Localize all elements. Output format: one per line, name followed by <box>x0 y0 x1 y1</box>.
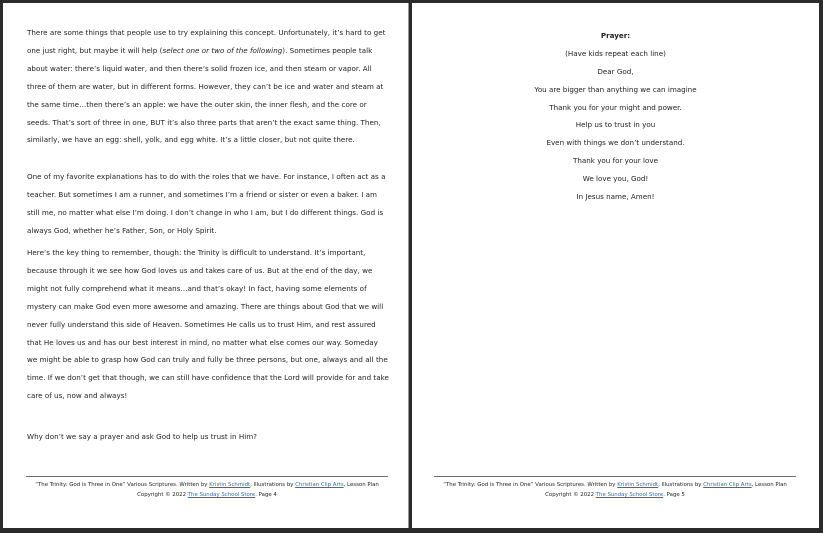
footer-page-number: . Page 4 <box>255 492 277 498</box>
prayer-title: Prayer: <box>600 31 631 40</box>
paragraph-analogies <box>27 24 389 149</box>
prayer-line: Even with things we don’t understand. <box>546 138 685 148</box>
footer-text-2: , Illustrations by <box>658 482 704 488</box>
illustrator-link[interactable]: Christian Clip Arts <box>295 482 344 488</box>
paragraph-analogies-text-a: There are some things that people use to try explaining this concept. Unfortunately, it’s hard to get one just right, but maybe it will help ( <box>27 28 386 55</box>
footer-text-1: “The Trinity: God is Three in One” Various Scriptures. Written by <box>35 482 210 488</box>
store-link[interactable]: The Sunday School Store <box>187 492 256 498</box>
document-page-4 <box>3 3 409 528</box>
footer-text-3: , Lesson Plan Copyright © 2022 <box>137 482 379 498</box>
author-link[interactable]: Kristin Schmidt <box>617 482 659 488</box>
prayer-line: Dear God, <box>597 66 634 76</box>
author-link[interactable]: Kristin Schmidt <box>209 482 251 488</box>
footer-credits <box>26 480 388 500</box>
document-page-5 <box>412 3 819 528</box>
prayer-line: In Jesus name, Amen! <box>576 192 655 202</box>
page-5-footer <box>434 476 796 500</box>
footer-page-number: . Page 5 <box>663 492 685 498</box>
paragraph-key-thing: Here’s the key thing to remember, though: the Trinity is difficult to understand. It’s important, because through it we see how God loves us and takes care of us. But at the end of the day, we might not fully comprehend what it means…and that’s okay! In fact, having some elements of mystery can make God even more awesome and amazing. There are things about God that we will never fully understand this side of Heaven. Sometimes He calls us to trust Him, and rest assured that He loves us and has our best interest in mind, no matter what else comes our way. Someday we might be able to grasp how God can truly and fully be three persons, but one, always and all the time. If we don’t get that though, we can still have confidence that the Lord will provide for and take care of us, now and always! <box>27 248 389 401</box>
prayer-line: We love you, God! <box>582 174 649 184</box>
prayer-instruction: (Have kids repeat each line) <box>565 48 666 58</box>
prayer-line: You are bigger than anything we can imagine <box>534 84 697 94</box>
footer-text-1: “The Trinity: God is Three in One” Various Scriptures. Written by <box>443 482 618 488</box>
paragraph-roles: One of my favorite explanations has to do with the roles that we have. For instance, I often act as a teacher. But sometimes I am a runner, and sometimes I’m a friend or sister or even a baker. I am still me, no matter what else I’m doing. I don’t change in who I am, but I do different things. God is always God, whether he’s Father, Son, or Holy Spirit. <box>27 172 386 235</box>
footer-divider <box>26 476 388 477</box>
footer-text-3: , Lesson Plan Copyright © 2022 <box>545 482 787 498</box>
footer-divider <box>434 476 796 477</box>
paragraph-analogies-italic: select one or two of the following <box>162 45 283 55</box>
footer-text-2: , Illustrations by <box>250 482 296 488</box>
store-link[interactable]: The Sunday School Store <box>595 492 664 498</box>
prayer-section <box>412 27 819 206</box>
paragraph-analogies-text-b: ). Sometimes people talk about water: there’s liquid water, and then there’s solid frozen ice, and then steam or vapor. All three of them are water, but in different forms. However, they can’t be ice and water and steam at the same time…then there’s an apple: we have the outer skin, the inner flesh, and the core or seeds. That’s sort of three in one, BUT it’s also three parts that aren’t the exact same thing. Then, similarly, we have an egg: shell, yolk, and egg white. It’s a little closer, but not quite there. <box>27 45 384 145</box>
footer-credits <box>434 480 796 500</box>
illustrator-link[interactable]: Christian Clip Arts <box>703 482 752 488</box>
page-4-footer <box>26 476 388 500</box>
prayer-line: Thank you for your love <box>573 156 658 166</box>
paragraph-prayer-invite: Why don’t we say a prayer and ask God to help us trust in Him? <box>27 432 257 441</box>
prayer-line: Thank you for your might and power. <box>549 102 682 112</box>
prayer-line: Help us to trust in you <box>575 120 656 130</box>
